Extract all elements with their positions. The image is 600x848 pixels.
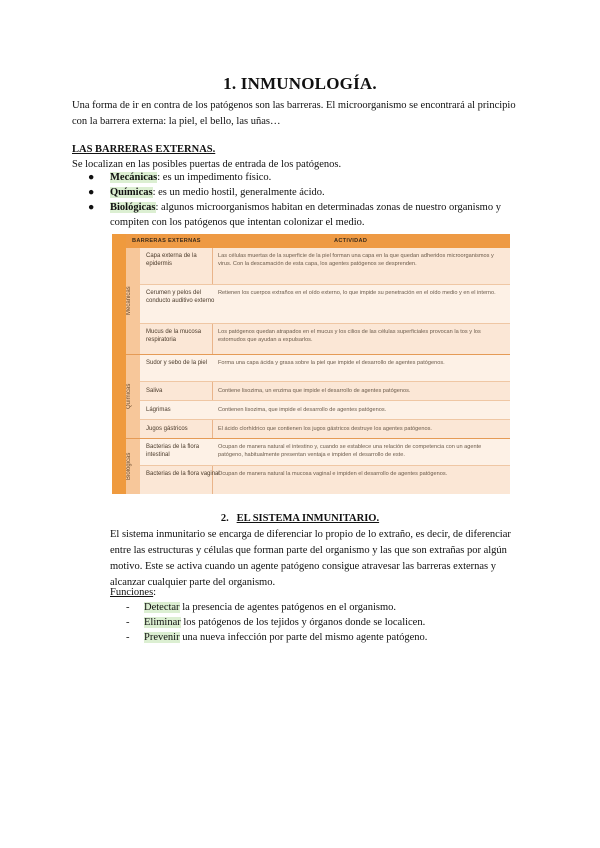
barrier-cell: Lágrimas	[146, 407, 171, 413]
list-item	[72, 170, 532, 185]
activity-cell: Contienen lisozima, que impide el desarrollo de agentes patógenos.	[218, 407, 387, 413]
bullet-icon: ●	[88, 202, 95, 213]
table-row	[140, 285, 510, 323]
function-text: una nueva infección por parte del mismo agente patógeno.	[179, 632, 428, 643]
group-label: Químicas	[126, 383, 132, 409]
list-item	[110, 600, 520, 615]
table-row	[140, 355, 510, 381]
bullet-icon: ●	[88, 187, 95, 198]
barrier-cell: Capa externa de la epidermis	[146, 253, 197, 267]
section2-paragraph: El sistema inmunitario se encarga de diferenciar lo propio de lo extraño, es decir, de diferenciar entre las estructuras y células que forman parte del organismo y las que son extrañas por algún motivo. Este se activa cuando un agente patógeno consigue atravesar las barreras externas y alcanzar cualquier parte del organismo.	[110, 529, 511, 588]
list-item	[110, 615, 520, 630]
activity-cell: Forma una capa ácida y grasa sobre la piel que impide el desarrollo de agentes patógenos.	[218, 360, 445, 366]
table-row	[140, 420, 510, 438]
barrier-list	[72, 170, 532, 230]
dash-icon: -	[126, 632, 130, 643]
barrier-term: Biológicas	[110, 202, 156, 213]
barrier-term: Químicas	[110, 187, 153, 198]
dash-icon: -	[126, 617, 130, 628]
table-row	[140, 382, 510, 400]
list-item	[72, 185, 532, 200]
barrier-cell: Bacterias de la flora vaginal	[146, 471, 220, 477]
dash-icon: -	[126, 602, 130, 613]
functions-list	[110, 600, 520, 645]
page-title: 1. INMUNOLOGÍA.	[223, 74, 377, 93]
group-label: Biológicas	[126, 452, 132, 480]
activity-cell: Contiene lisozima, un enzima que impide el desarrollo de agentes patógenos.	[218, 388, 411, 394]
intro-paragraph: Una forma de ir en contra de los patógenos son las barreras. El microorganismo se encontrará al principio con la barrera externa: la piel, el bello, las uñas…	[72, 100, 516, 127]
barrier-cell: Bacterias de la flora intestinal	[146, 444, 200, 458]
list-item	[110, 630, 520, 645]
activity-cell: Ocupan de manera natural el intestino y, cuando se establece una relación de competencia con un agente patógeno, habitualmente presentan ventaja e impiden el desarrollo de este.	[218, 444, 482, 458]
table-row	[140, 466, 510, 494]
table-row	[140, 248, 510, 284]
functions-colon: :	[153, 587, 157, 598]
table-header-activity: ACTIVIDAD	[334, 238, 368, 244]
barrier-text: : es un medio hostil, generalmente ácido.	[152, 187, 325, 198]
table-header	[126, 234, 510, 248]
activity-cell: Los patógenos quedan atrapados en el mucus y los cilios de las células superficiales provocan la tos y los estornudos que ayudan a expulsarlos.	[218, 329, 481, 343]
function-text: la presencia de agentes patógenos en el organismo.	[179, 602, 397, 613]
activity-cell: Ocupan de manera natural la mucosa vaginal e impiden el desarrollo de agentes patógenos.	[218, 471, 448, 477]
table-side-strip	[112, 234, 126, 494]
table-row	[140, 324, 510, 354]
table-row	[140, 439, 510, 465]
barriers-table	[112, 234, 510, 494]
section1-subtitle: Se localizan en las posibles puertas de entrada de los patógenos.	[72, 159, 342, 170]
group-column-mecanicas	[126, 248, 140, 354]
table-header-barriers: BARRERAS EXTERNAS	[132, 238, 201, 244]
section2-heading	[0, 513, 600, 524]
group-label: Mecánicas	[126, 286, 132, 316]
table-row	[140, 401, 510, 419]
barrier-cell: Mucus de la mucosa respiratoria	[146, 329, 202, 343]
barrier-text: : es un impedimento físico.	[157, 172, 272, 183]
barrier-cell: Saliva	[146, 388, 163, 394]
section1-heading: LAS BARRERAS EXTERNAS.	[72, 144, 216, 155]
function-verb: Prevenir	[144, 632, 180, 643]
section2-title: EL SISTEMA INMUNITARIO.	[236, 513, 380, 524]
bullet-icon: ●	[88, 172, 95, 183]
group-column-biologicas	[126, 438, 140, 494]
barrier-cell: Cerumen y pelos del conducto auditivo externo	[146, 290, 215, 304]
list-item	[72, 200, 532, 230]
function-verb: Detectar	[144, 602, 180, 613]
activity-cell: Retienen los cuerpos extraños en el oído externo, lo que impide su penetración en el oído medio y en el interno.	[218, 290, 496, 296]
activity-cell: Las células muertas de la superficie de la piel forman una capa en la que quedan adheridos microorganismos y virus. Con la descamación de esta capa, los agentes patógenos se desprenden.	[218, 253, 494, 267]
section2-number: 2.	[220, 513, 229, 524]
activity-cell: El ácido clorhídrico que contienen los jugos gástricos destruye los agentes patógenos.	[218, 426, 432, 432]
barrier-cell: Sudor y sebo de la piel	[146, 360, 208, 366]
barrier-cell: Jugos gástricos	[146, 426, 188, 432]
functions-heading	[110, 585, 156, 601]
functions-label: Funciones	[110, 587, 154, 598]
barrier-term: Mecánicas	[110, 172, 158, 183]
function-text: los patógenos de los tejidos y órganos donde se localicen.	[180, 617, 426, 628]
function-verb: Eliminar	[144, 617, 181, 628]
group-column-quimicas	[126, 354, 140, 438]
barrier-text: : algunos microorganismos habitan en determinadas zonas de nuestro organismo y compiten con los patógenos que intentan colonizar el medio.	[110, 202, 501, 228]
